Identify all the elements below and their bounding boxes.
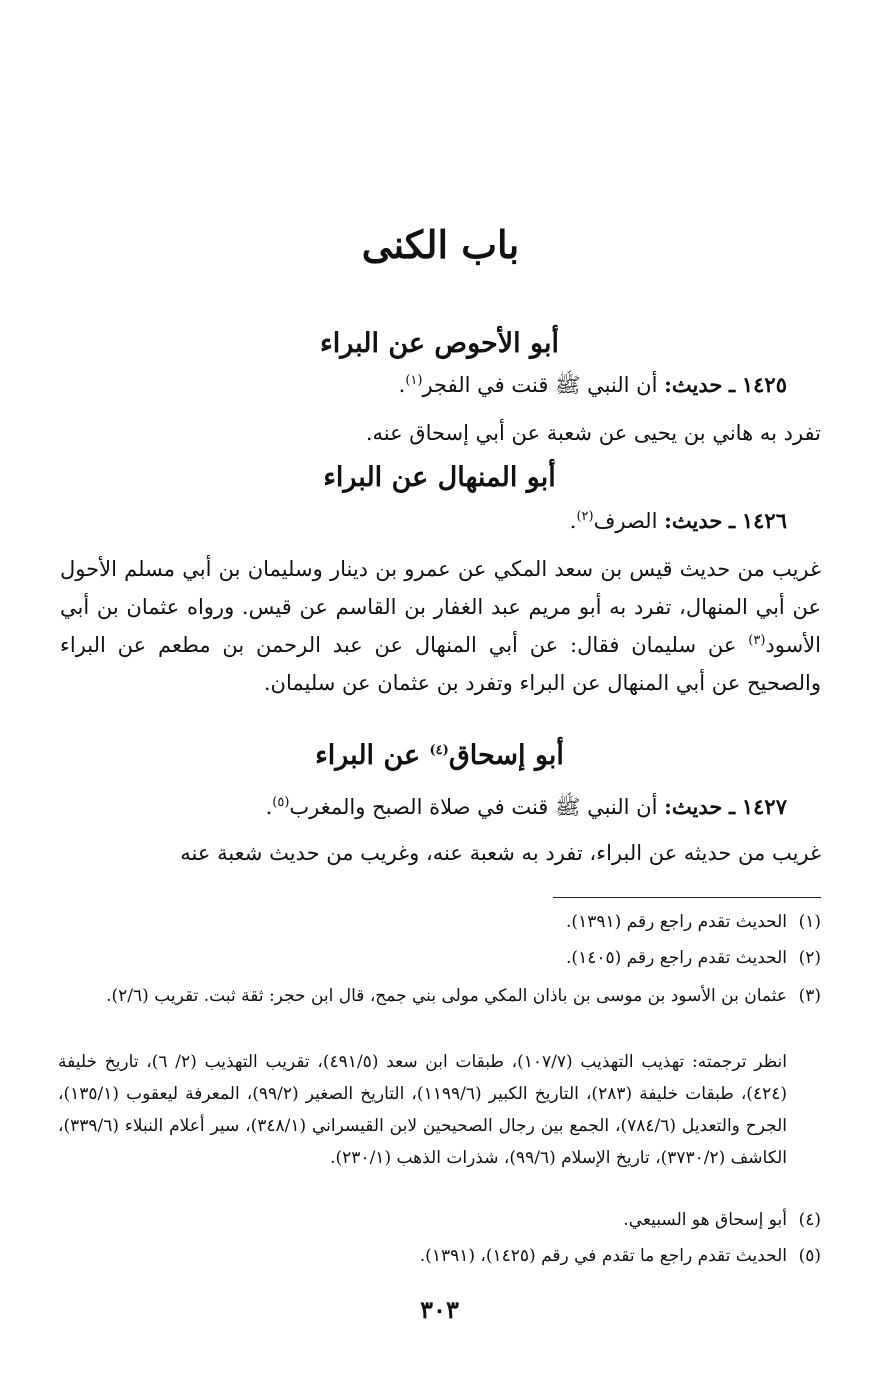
footnote-ref: (١) (405, 373, 423, 388)
footnote (58, 1240, 821, 1272)
footnote (58, 1204, 821, 1236)
section-body: تفرد به هاني بن يحيى عن شعبة عن أبي إسحاق عنه. (365, 421, 821, 445)
footnote-divider (553, 897, 821, 898)
hadith-dash: ـ (729, 508, 736, 533)
footnote-text: الحديث تقدم راجع ما تقدم في رقم (١٤٢٥)، (١٣٩١). (419, 1246, 787, 1266)
hadith-text: أن النبي ﷺ قنت في الفجر (422, 373, 658, 397)
footnote-marker: (٣) (798, 986, 821, 1006)
chapter-title: باب الكنى (361, 222, 520, 267)
section-title (0, 740, 879, 771)
hadith-text: الصرف (593, 509, 658, 533)
hadith-number: ١٤٢٥ (741, 372, 787, 397)
footnote-marker: (٢) (798, 948, 821, 968)
footnote (58, 942, 821, 974)
footnote-text: أبو إسحاق هو السبيعي. (623, 1210, 787, 1230)
footnote-marker: (١) (798, 912, 821, 932)
section-title: أبو الأحوص عن البراء (320, 328, 559, 359)
footnote-ref: (٢) (576, 509, 594, 524)
hadith-label: حديث: (664, 794, 723, 819)
section-title-part: أبو إسحاق (448, 740, 564, 771)
hadith-text: أن النبي ﷺ قنت في صلاة الصبح والمغرب (289, 795, 658, 819)
hadith-number: ١٤٢٦ (741, 508, 787, 533)
footnote-ref: (٥) (272, 795, 290, 810)
footnote (58, 980, 821, 1012)
hadith-end: . (569, 509, 577, 533)
hadith-number: ١٤٢٧ (741, 794, 787, 819)
hadith-end: . (265, 795, 273, 819)
hadith-dash: ـ (729, 372, 736, 397)
body-text: عن سليمان فقال: عن أبي المنهال عن عبد الرحمن بن مطعم عن البراء والصحيح عن أبي المنهال عن البراء وتفرد بن عثمان عن سليمان. (60, 633, 821, 695)
footnote-ref: (٤) (429, 743, 449, 758)
footnote-text: الحديث تقدم راجع رقم (١٣٩١). (566, 912, 787, 932)
hadith-line (60, 366, 787, 404)
hadith-line (60, 788, 787, 826)
section-title-part: عن البراء (315, 740, 430, 771)
footnote-marker: (٤) (798, 1210, 821, 1230)
footnote-text: عثمان بن الأسود بن موسى بن باذان المكي مولى بني جمح، قال ابن حجر: ثقة ثبت. تقريب (٢/٦). (106, 986, 787, 1006)
hadith-dash: ـ (729, 794, 736, 819)
page-number: ٣٠٣ (420, 1295, 459, 1324)
body-text: غريب من حديث قيس بن سعد المكي عن عمرو بن دينار وسليمان بن أبي مسلم الأحول عن أبي المنهال، تفرد به أبو مريم عبد الغفار بن القاسم عن قيس. ورواه عثمان بن أبي الأسود (60, 557, 821, 657)
footnote-text: الحديث تقدم راجع رقم (١٤٠٥). (566, 948, 787, 968)
hadith-label: حديث: (664, 372, 723, 397)
footnote-marker: (٥) (798, 1246, 821, 1266)
hadith-label: حديث: (664, 508, 723, 533)
footnote (58, 906, 821, 938)
section-body (60, 550, 821, 702)
hadith-line (60, 502, 787, 540)
hadith-end: . (398, 373, 406, 397)
footnote-continuation: انظر ترجمته: تهذيب التهذيب (١٠٧/٧)، طبقات ابن سعد (٤٩١/٥)، تقريب التهذيب (٢/ ٦)، تاريخ خليفة (٤٢٤)، طبقات خليفة (٢٨٣)، التاريخ الكبير (١١٩٩/٦)، التاريخ الصغير (٩٩/٢)، المعرفة ليعقوب (١٣٥/١)، الجرح والتعديل (٧٨٤/٦)، الجمع بين رجال الصحيحين لابن القيسراني (٣٤٨/١)، سير أعلام النبلاء (٣٣٩/٦)، الكاشف (٣٧٣٠/٢)، تاريخ الإسلام (٩٩/٦)، شذرات الذهب (٢٣٠/١). (58, 1052, 787, 1168)
footnote-ref: (٣) (748, 633, 766, 648)
section-title: أبو المنهال عن البراء (323, 462, 556, 493)
section-body: غريب من حديثه عن البراء، تفرد به شعبة عنه، وغريب من حديث شعبة عنه (180, 841, 821, 865)
